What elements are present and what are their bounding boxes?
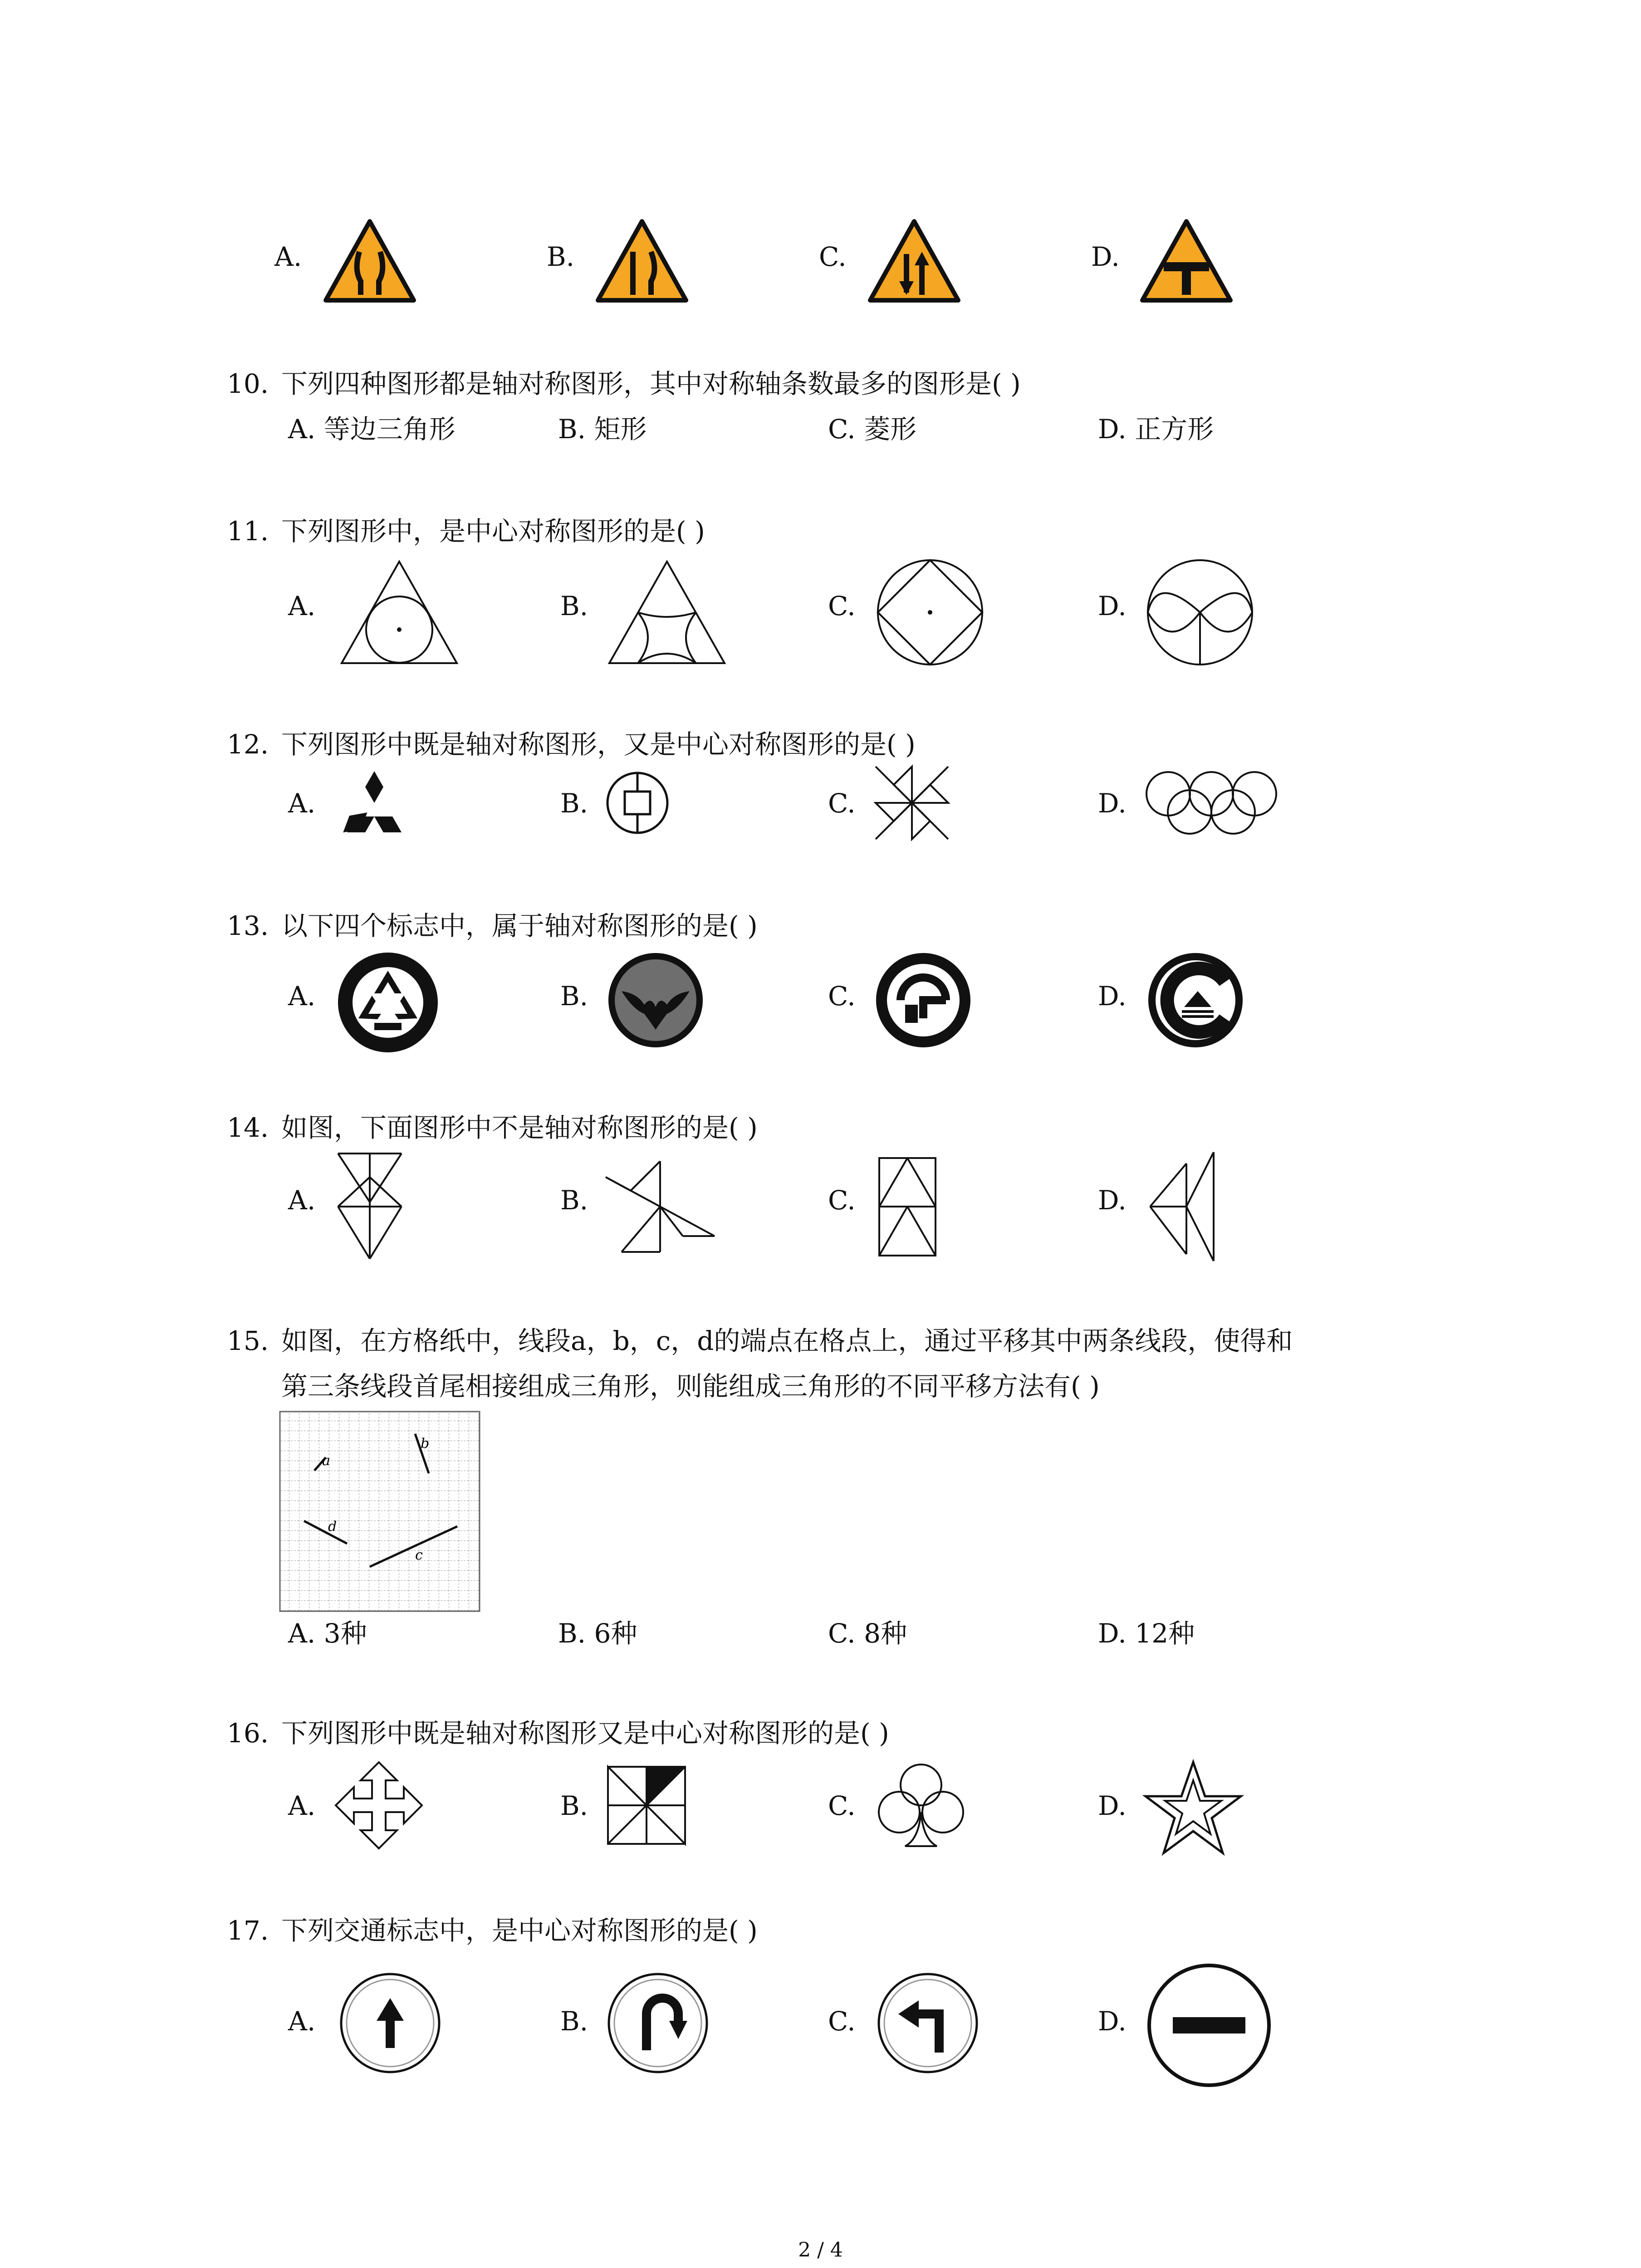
circle-with-square-figure: [873, 556, 987, 669]
label-d: d: [328, 1519, 337, 1535]
q12-option-b-label: B.: [560, 788, 588, 819]
q17-option-c-label: C.: [828, 2006, 856, 2037]
road-narrows-both-sides-sign: [322, 218, 417, 304]
q9-option-b-label: B.: [547, 241, 575, 272]
mountain-c-logo: [1146, 950, 1245, 1050]
u-turn-sign: [606, 1971, 710, 2075]
q16-option-c-label: C.: [828, 1790, 856, 1821]
question-17-stem: [227, 1914, 758, 1947]
rectangle-with-zigzag-figure: [876, 1154, 939, 1259]
q14-option-c-label: C.: [828, 1185, 856, 1216]
q11-option-c-label: C.: [828, 591, 856, 621]
turn-left-sign: [876, 1971, 980, 2075]
pinwheel-square-figure: [606, 1765, 687, 1846]
t-junction-sign: [1139, 218, 1234, 304]
label-b: b: [421, 1436, 430, 1452]
question-number: 13.: [227, 910, 269, 941]
four-way-arrow-figure: [333, 1760, 424, 1851]
q16-option-b-label: B.: [560, 1790, 588, 1821]
q14-option-b-label: B.: [560, 1185, 588, 1216]
triangle-with-arcs-figure: [606, 558, 728, 667]
double-star-figure: [1143, 1760, 1243, 1855]
q16-option-a-label: A.: [288, 1790, 316, 1821]
question-text: 下列图形中既是轴对称图形又是中心对称图形的是( ): [281, 1718, 889, 1749]
question-number: 17.: [227, 1915, 269, 1946]
question-text: 如图，在方格纸中，线段a，b，c，d的端点在格点上，通过平移其中两条线段，使得和: [281, 1325, 1293, 1356]
question-11-stem: [227, 515, 705, 547]
question-12-stem: [227, 728, 916, 761]
recycle-logo: [336, 950, 440, 1055]
question-16-stem: [227, 1717, 889, 1750]
q14-option-d-label: D.: [1098, 1185, 1127, 1216]
question-13-stem: [227, 909, 758, 942]
q15-option-c[interactable]: C. 8种: [828, 1618, 907, 1649]
q15-option-b[interactable]: B. 6种: [558, 1618, 637, 1649]
question-text: 如图，下面图形中不是轴对称图形的是( ): [281, 1112, 758, 1143]
q13-option-c-label: C.: [828, 981, 856, 1012]
q17-option-b-label: B.: [560, 2006, 588, 2037]
five-rings-figure: [1143, 769, 1279, 837]
page-number: 2 / 4: [798, 2239, 843, 2262]
label-c: c: [415, 1547, 423, 1563]
straight-ahead-sign: [338, 1971, 442, 2075]
q13-option-a-label: A.: [288, 981, 316, 1012]
q10-option-b[interactable]: B. 矩形: [558, 414, 647, 445]
q9-option-a-label: A.: [274, 241, 302, 272]
question-15-stem-line2: 第三条线段首尾相接组成三角形，则能组成三角形的不同平移方法有( ): [281, 1371, 1100, 1402]
question-text: 下列交通标志中，是中心对称图形的是( ): [281, 1915, 758, 1946]
windmill-figure: [603, 1159, 717, 1254]
circular-g-logo: [873, 950, 973, 1050]
question-10-stem: [227, 367, 1021, 400]
question-number: 10.: [227, 368, 269, 399]
question-text: 以下四个标志中，属于轴对称图形的是( ): [281, 910, 758, 941]
q12-option-a-label: A.: [288, 788, 316, 819]
two-way-traffic-sign: [867, 218, 962, 304]
question-14-stem: [227, 1111, 758, 1144]
q11-option-d-label: D.: [1098, 591, 1127, 621]
q12-option-c-label: C.: [828, 788, 856, 819]
road-narrows-right-sign: [594, 218, 690, 304]
question-text: 下列图形中，是中心对称图形的是( ): [281, 516, 705, 547]
q11-option-b-label: B.: [560, 591, 588, 621]
q15-option-a[interactable]: A. 3种: [288, 1618, 367, 1649]
triangle-with-incircle-figure: [338, 558, 460, 667]
double-chevron-figure: [1146, 1150, 1218, 1263]
q13-option-b-label: B.: [560, 981, 588, 1012]
q13-option-d-label: D.: [1098, 981, 1127, 1012]
question-number: 14.: [227, 1112, 269, 1143]
question-number: 15.: [227, 1325, 269, 1356]
q14-option-a-label: A.: [288, 1185, 316, 1216]
q12-option-d-label: D.: [1098, 788, 1127, 819]
q16-option-d-label: D.: [1098, 1790, 1127, 1821]
q17-option-d-label: D.: [1098, 2006, 1127, 2037]
circle-with-petals-figure: [1143, 556, 1257, 669]
q9-option-d-label: D.: [1091, 241, 1120, 272]
no-entry-sign: [1146, 1962, 1273, 2089]
bat-emblem-logo: [606, 950, 705, 1050]
three-diamonds-logo: [338, 769, 411, 837]
pinwheel-figure: [873, 764, 950, 841]
q10-option-c[interactable]: C. 菱形: [828, 414, 917, 445]
club-suit-figure: [876, 1760, 966, 1851]
question-text: 下列图形中既是轴对称图形，又是中心对称图形的是( ): [281, 729, 916, 760]
q10-option-d[interactable]: D. 正方形: [1098, 414, 1214, 445]
grid-paper-segments-figure: [279, 1411, 481, 1613]
stacked-triangles-figure: [333, 1150, 406, 1261]
label-a: a: [322, 1453, 330, 1469]
question-15-stem: [227, 1325, 1293, 1357]
question-number: 12.: [227, 729, 269, 760]
q10-option-a[interactable]: A. 等边三角形: [288, 414, 456, 445]
q11-option-a-label: A.: [288, 591, 316, 621]
question-text: 下列四种图形都是轴对称图形，其中对称轴条数最多的图形是( ): [281, 368, 1021, 399]
q9-option-c-label: C.: [819, 241, 847, 272]
question-number: 16.: [227, 1718, 269, 1749]
q15-option-d[interactable]: D. 12种: [1098, 1618, 1195, 1649]
question-number: 11.: [227, 516, 269, 547]
coin-circle-square-figure: [603, 769, 671, 837]
q17-option-a-label: A.: [288, 2006, 316, 2037]
